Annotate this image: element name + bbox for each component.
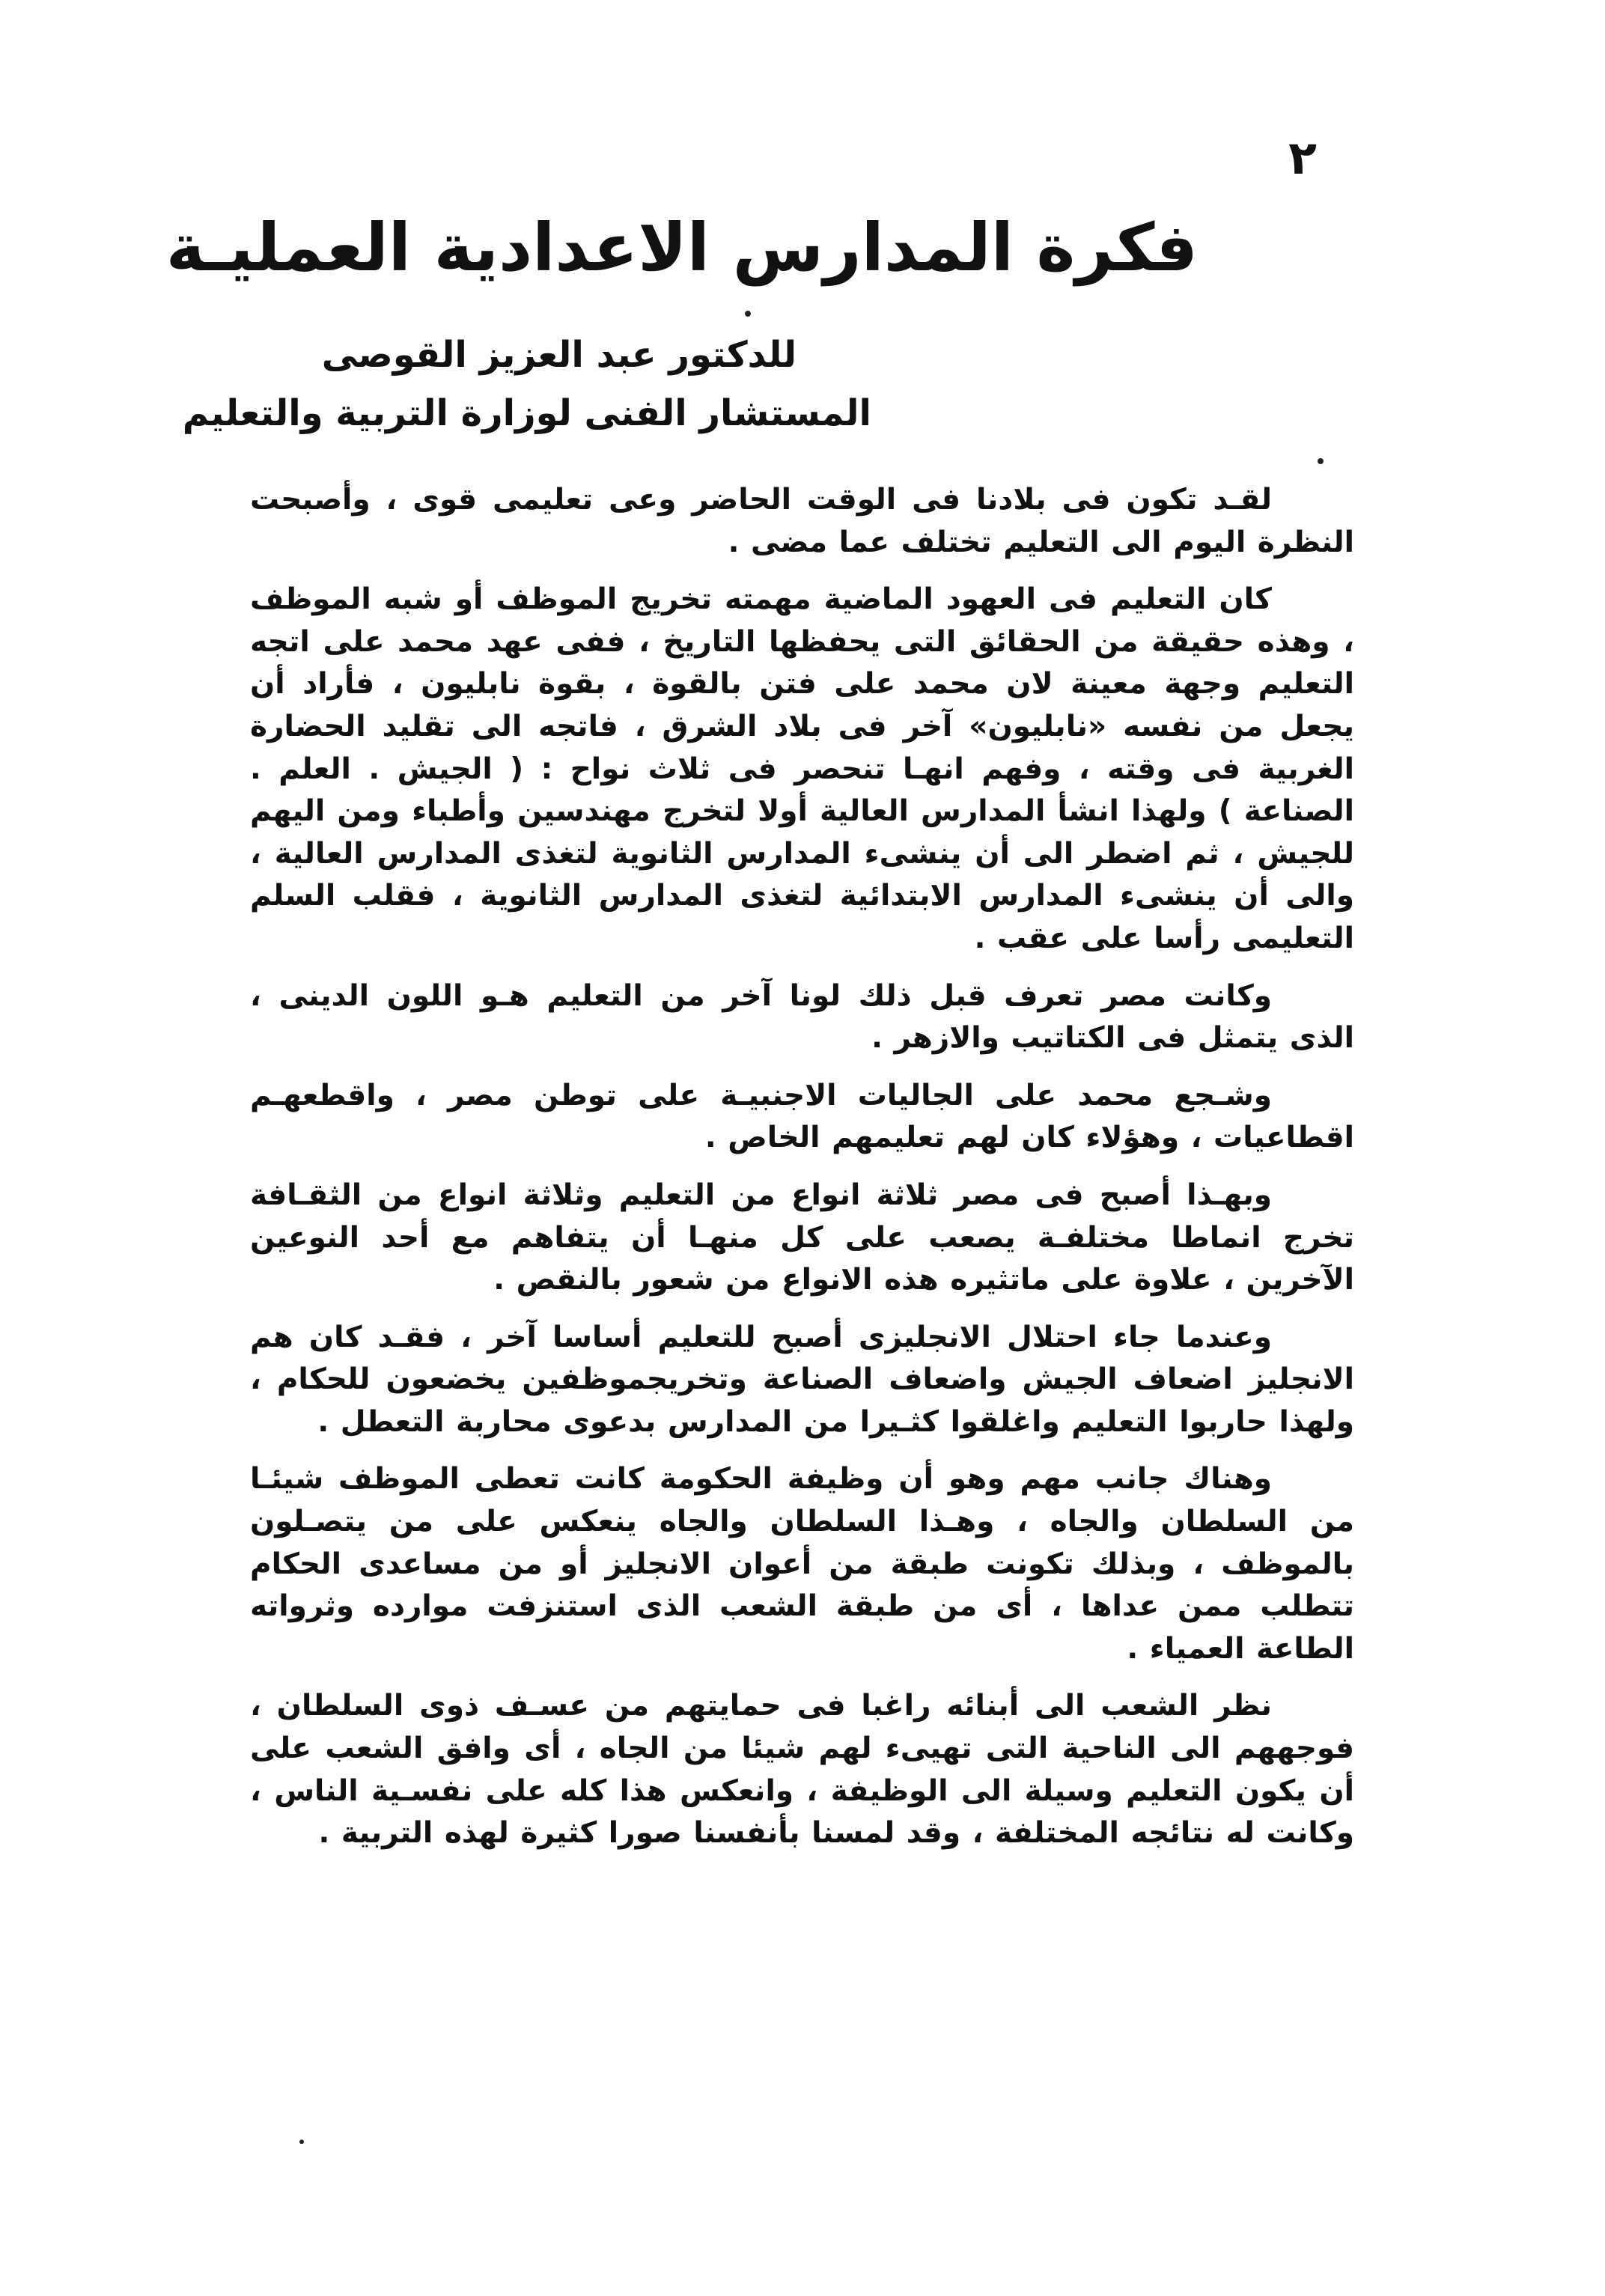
scan-speck (745, 311, 751, 317)
page-number: ٢ (1288, 130, 1317, 185)
paragraph: وهناك جانب مهم وهو أن وظيفة الحكومة كانت تعطى الموظف شيئـا من السلطان والجاه ، وهـذا السلطان والجاه ينعكس على من يتصـلون بالموظف ، وبذلك تكونت طبقة من أعوان الانجليز أو من مساعدى الحكام تتطلب ممن عداها ، أى من طبقة الشعب الذى استنزفت موارده وثرواته الطاعة العمياء . (250, 1462, 1354, 1666)
author-name: للدكتور عبد العزيز القوصى (321, 334, 797, 376)
paragraph: وشـجع محمد على الجاليات الاجنبيـة على توطن مصر ، واقطعهـم اقطاعيات ، وهؤلاء كان لهم تعليمهم الخاص . (250, 1078, 1354, 1155)
paragraph: لقـد تكون فى بلادنا فى الوقت الحاضر وعى تعليمى قوى ، وأصبحت النظرة اليوم الى التعليم تختلف عما مضى . (250, 483, 1354, 559)
paragraph: كان التعليم فى العهود الماضية مهمته تخريج الموظف أو شبه الموظف ، وهذه حقيقة من الحقائق التى يحفظها التاريخ ، ففى عهد محمد على اتجه التعليم وجهة معينة لان محمد على فتن بالقوة ، بقوة نابليون ، فأراد أن يجعل من نفسه «نابليون» آخر فى بلاد الشرق ، فاتجه الى تقليد الحضارة الغربية فى وقته ، وفهم انهـا تنحصر فى ثلاث نواح : ( الجيش . العلم . الصناعة ) ولهذا انشأ المدارس العالية أولا لتخرج مهندسين وأطباء ومن اليهم للجيش ، ثم اضطر الى أن ينشىء المدارس الثانوية لتغذى المدارس العالية ، والى أن ينشىء المدارس الابتدائية لتغذى المدارس الثانوية ، فقلب السلم التعليمى رأسا على عقب . (250, 582, 1354, 955)
scan-speck (1318, 458, 1324, 464)
article-title: فكرة المدارس الاعدادية العمليـة (165, 209, 1198, 286)
paragraph: وكانت مصر تعرف قبل ذلك لونا آخر من التعليم هـو اللون الدينى ، الذى يتمثل فى الكتاتيب والازهر . (250, 978, 1354, 1056)
author-block (182, 326, 871, 442)
article-body (250, 479, 1354, 1870)
paragraph: وبهـذا أصبح فى مصر ثلاثة انواع من التعليم وثلاثة انواع من الثقـافة تخرج انماطا مختلفـة يصعب على كل منهـا أن يتفاهم مع أحد النوعين الآخرين ، علاوة على ماتثيره هذه الانواع من شعور بالنقص . (250, 1178, 1354, 1297)
paragraph: وعندما جاء احتلال الانجليزى أصبح للتعليم أساسا آخر ، فقـد كان هم الانجليز اضعاف الجيش واضعاف الصناعة وتخريجموظفين يخضعون للحكام ، ولهذا حاربوا التعليم واغلقوا كثـيرا من المدارس بدعوى محاربة التعطل . (250, 1320, 1354, 1439)
paragraph: نظر الشعب الى أبنائه راغبا فى حمايتهم من عسـف ذوى السلطان ، فوجههم الى الناحية التى تهيىء لهم شيئا من الجاه ، أى وافق الشعب على أن يكون التعليم وسيلة الى الوظيفة ، وانعكس هذا كله على نفسـية الناس ، وكانت له نتائجه المختلفة ، وقد لمسنا بأنفسنا صورا كثيرة لهذه التربية . (250, 1689, 1354, 1851)
scan-speck (299, 2140, 304, 2144)
author-position: المستشار الفنى لوزارة التربية والتعليم (182, 392, 871, 434)
